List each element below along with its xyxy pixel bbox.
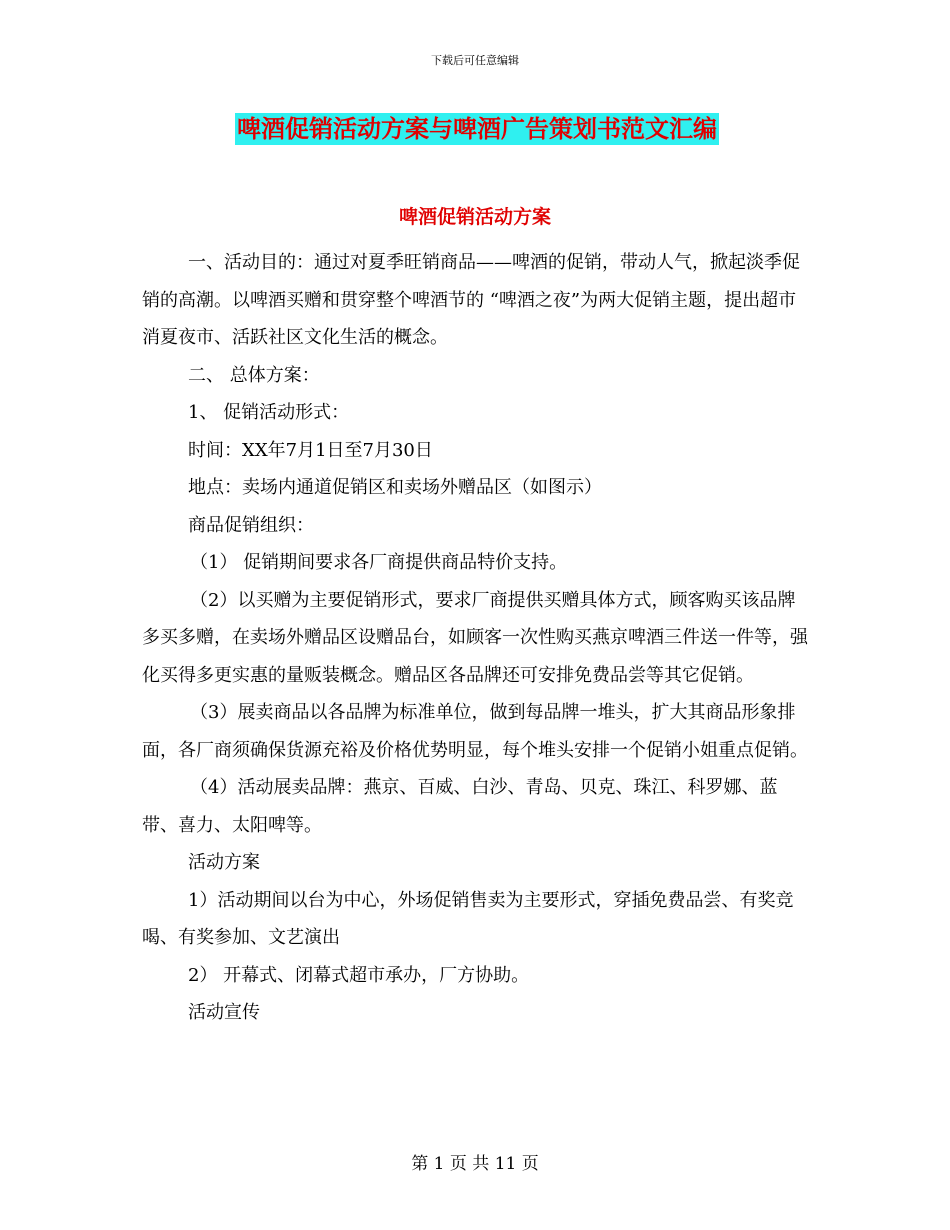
document-body	[142, 244, 812, 1032]
paragraph-location: 地点：卖场内通道促销区和卖场外赠品区（如图示）	[188, 477, 602, 498]
paragraph-item-4: （4）活动展卖品牌：燕京、百威、白沙、青岛、贝克、珠江、科罗娜、蓝带、喜力、太阳啤等。	[142, 777, 778, 836]
paragraph-purpose: 一、活动目的：通过对夏季旺销商品——啤酒的促销，带动人气，掀起淡季促销的高潮。以啤酒买赠和贯穿整个啤酒节的 “啤酒之夜”为两大促销主题，提出超市消夏夜市、活跃社区文化生活的概念。	[142, 252, 800, 348]
paragraph-organization: 商品促销组织：	[188, 514, 314, 536]
paragraph-item-2: （2）以买赠为主要促销形式，要求厂商提供买赠具体方式，顾客购买该品牌多买多赠，在卖场外赠品区设赠品台，如顾客一次性购买燕京啤酒三件送一件等，强化买得多更实惠的量贩装概念。赠品区各品牌还可安排免费品尝等其它促销。	[142, 589, 808, 686]
section-title: 啤酒促销活动方案	[398, 206, 551, 228]
paragraph-item-3: （3）展卖商品以各品牌为标准单位，做到每品牌一堆头，扩大其商品形象排面，各厂商须确保货源充裕及价格优势明显，每个堆头安排一个促销小姐重点促销。	[142, 702, 808, 761]
page-number: 第 1 页 共 11 页	[411, 1154, 539, 1174]
paragraph-publicity: 活动宣传	[188, 1002, 260, 1023]
page-header-note: 下载后可任意编辑	[431, 54, 519, 67]
paragraph-activity-1: 1）活动期间以台为中心，外场促销售卖为主要形式，穿插免费品尝、有奖竞喝、有奖参加、文艺演出	[142, 889, 794, 948]
paragraph-item-1: （1） 促销期间要求各厂商提供商品特价支持。	[190, 552, 568, 573]
paragraph-activity-2: 2） 开幕式、闭幕式超市承办，厂方协助。	[188, 964, 530, 986]
paragraph-overall-plan: 二、 总体方案：	[188, 364, 320, 386]
paragraph-promotion-form: 1、 促销活动形式：	[188, 402, 350, 423]
paragraph-time: 时间：XX年7月1日至7月30日	[188, 439, 433, 461]
document-title: 啤酒促销活动方案与啤酒广告策划书范文汇编	[237, 114, 717, 143]
paragraph-activity-plan: 活动方案	[188, 852, 260, 873]
